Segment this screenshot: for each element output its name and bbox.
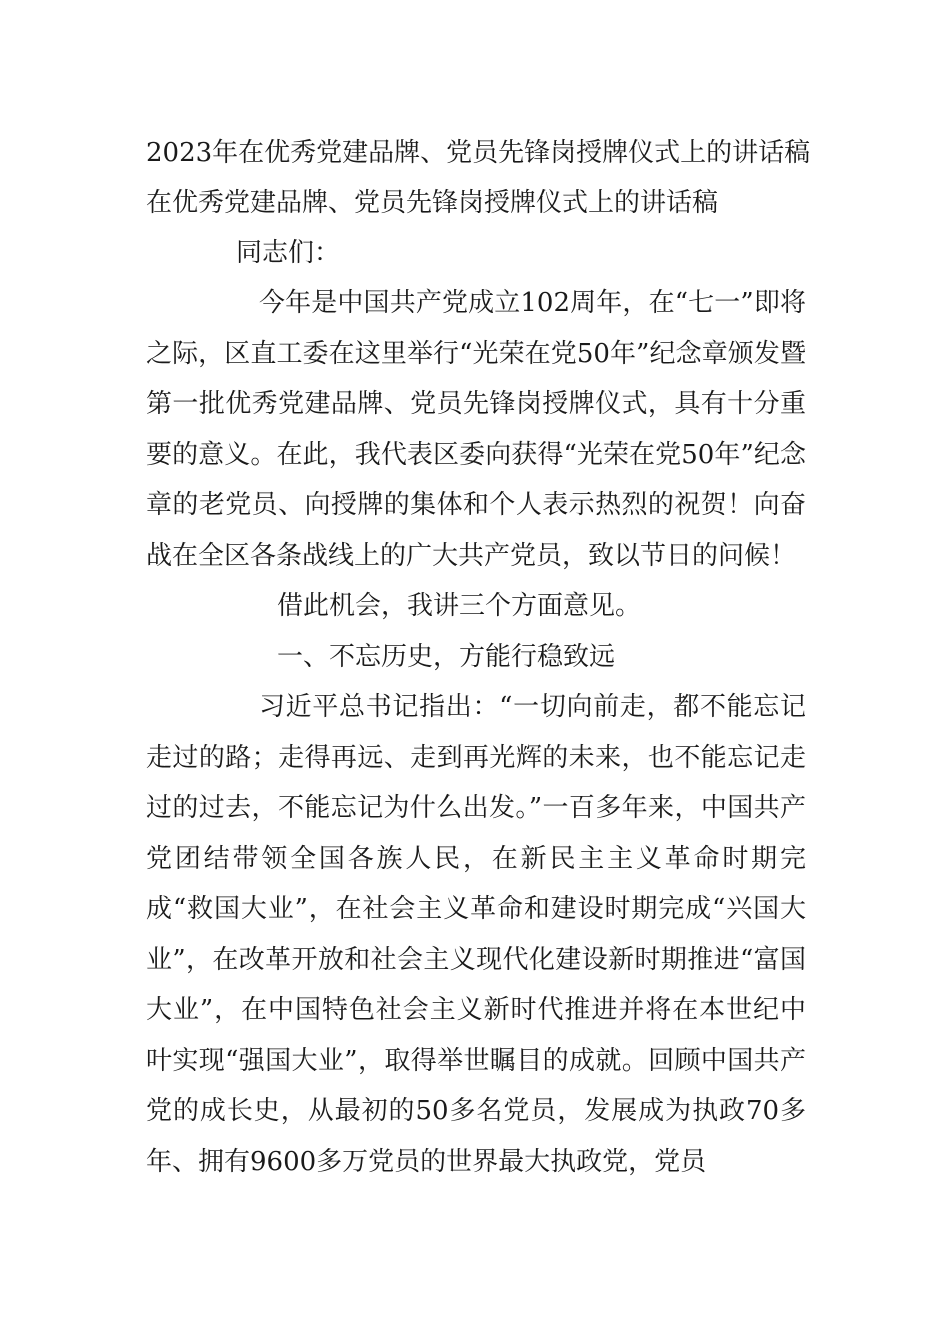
document-page (146, 128, 811, 1187)
paragraph-opening: 今年是中国共产党成立102周年，在“七一”即将之际，区直工委在这里举行“光荣在党50年”纪念章颁发暨第一批优秀党建品牌、党员先锋岗授牌仪式，具有十分重要的意义。在此，我代表区委向获得“光荣在党50年”纪念章的老党员、向授牌的集体和个人表示热烈的祝贺！向奋战在全区各条战线上的广大共产党员，致以节日的问候！ (146, 288, 806, 571)
paragraph-section-1: 习近平总书记指出：“一切向前走，都不能忘记走过的路；走得再远、走到再光辉的未来，也不能忘记走过的过去，不能忘记为什么出发。”一百多年来，中国共产党团结带领全国各族人民，在新民主主义革命时期完成“救国大业”，在社会主义革命和建设时期完成“兴国大业”，在改革开放和社会主义现代化建设新时期推进“富国大业”，在中国特色社会主义新时代推进并将在本世纪中叶实现“强国大业”，取得举世瞩目的成就。回顾中国共产党的成长史，从最初的50多名党员，发展成为执政70多年、拥有9600多万党员的世界最大执政党，党员 (146, 692, 806, 1177)
salutation: 同志们： (236, 238, 341, 268)
section-heading-1: 一、不忘历史，方能行稳致远 (277, 641, 616, 672)
document-title-line-2: 在优秀党建品牌、党员先锋岗授牌仪式上的讲话稿 (146, 188, 719, 218)
paragraph-intro: 借此机会，我讲三个方面意见。 (277, 591, 642, 621)
document-title-line-1: 2023年在优秀党建品牌、党员先锋岗授牌仪式上的讲话稿 (146, 138, 811, 168)
